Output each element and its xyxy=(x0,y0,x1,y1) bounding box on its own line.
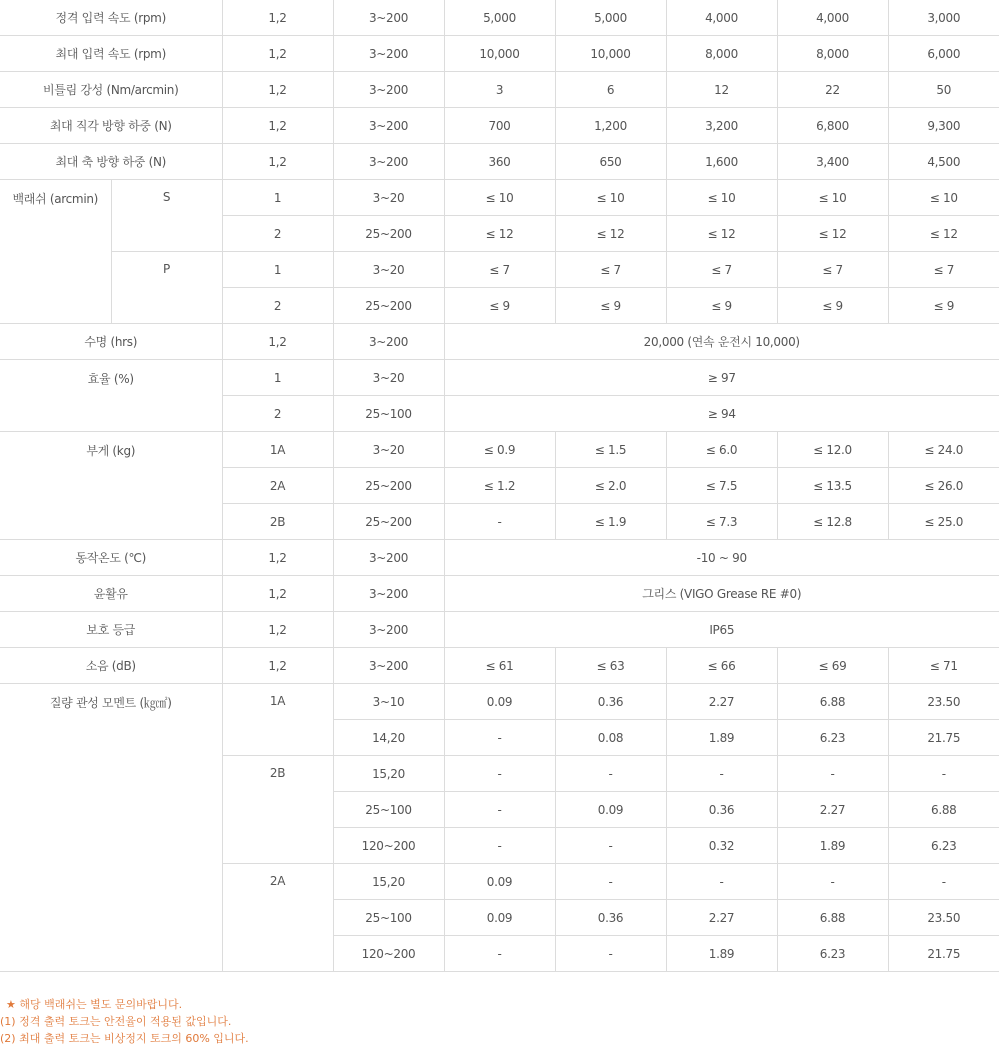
ratio-cell: 25~100 xyxy=(333,396,444,432)
value-cell: - xyxy=(777,864,888,900)
value-cell: 8,000 xyxy=(666,36,777,72)
ratio-cell: 3~200 xyxy=(333,540,444,576)
value-cell: ≤ 69 xyxy=(777,648,888,684)
row-label: 비틀림 강성 (Nm/arcmin) xyxy=(0,72,222,108)
table-row xyxy=(0,324,999,360)
value-cell: 0.36 xyxy=(555,900,666,936)
backlash-type-s: S xyxy=(111,180,222,252)
value-cell: ≤ 10 xyxy=(777,180,888,216)
ratio-cell: 3~200 xyxy=(333,0,444,36)
ratio-cell: 3~200 xyxy=(333,36,444,72)
row-label: 백래쉬 (arcmin) xyxy=(0,180,111,324)
value-cell: ≤ 7 xyxy=(444,252,555,288)
value-cell: 2.27 xyxy=(777,792,888,828)
value-cell: 4,000 xyxy=(777,0,888,36)
value-cell: ≤ 9 xyxy=(555,288,666,324)
value-cell: ≤ 12 xyxy=(666,216,777,252)
value-cell: - xyxy=(888,756,999,792)
value-cell: ≤ 66 xyxy=(666,648,777,684)
row-label: 최대 축 방향 하중 (N) xyxy=(0,144,222,180)
value-cell: ≤ 61 xyxy=(444,648,555,684)
value-cell: 3,000 xyxy=(888,0,999,36)
value-cell: 360 xyxy=(444,144,555,180)
value-cell: ≤ 9 xyxy=(666,288,777,324)
value-cell: ≤ 0.9 xyxy=(444,432,555,468)
value-cell: 3 xyxy=(444,72,555,108)
row-label: 정격 입력 속도 (rpm) xyxy=(0,0,222,36)
value-cell: 5,000 xyxy=(444,0,555,36)
table-row xyxy=(0,144,999,180)
merged-value-cell: 그리스 (VIGO Grease RE #0) xyxy=(444,576,999,612)
table-row xyxy=(0,252,999,288)
value-cell: 1.89 xyxy=(666,720,777,756)
value-cell: ≤ 9 xyxy=(444,288,555,324)
stage-cell: 1,2 xyxy=(222,108,333,144)
value-cell: 9,300 xyxy=(888,108,999,144)
footnote-text: 해당 백래쉬는 별도 문의바랍니다. xyxy=(19,998,183,1011)
value-cell: ≤ 12.8 xyxy=(777,504,888,540)
value-cell: 6.23 xyxy=(888,828,999,864)
value-cell: 0.08 xyxy=(555,720,666,756)
value-cell: ≤ 12 xyxy=(777,216,888,252)
ratio-cell: 25~100 xyxy=(333,900,444,936)
row-label: 보호 등급 xyxy=(0,612,222,648)
value-cell: 0.36 xyxy=(666,792,777,828)
value-cell: ≤ 1.9 xyxy=(555,504,666,540)
stage-cell: 2A xyxy=(222,864,333,972)
value-cell: 0.09 xyxy=(555,792,666,828)
stage-cell: 1,2 xyxy=(222,144,333,180)
merged-value-cell: ≥ 97 xyxy=(444,360,999,396)
value-cell: 50 xyxy=(888,72,999,108)
value-cell: - xyxy=(888,864,999,900)
value-cell: 6,000 xyxy=(888,36,999,72)
value-cell: ≤ 12 xyxy=(555,216,666,252)
row-label: 동작온도 (℃) xyxy=(0,540,222,576)
ratio-cell: 14,20 xyxy=(333,720,444,756)
ratio-cell: 120~200 xyxy=(333,936,444,972)
ratio-cell: 3~10 xyxy=(333,684,444,720)
table-row xyxy=(0,648,999,684)
value-cell: ≤ 10 xyxy=(555,180,666,216)
table-row xyxy=(0,0,999,36)
value-cell: ≤ 26.0 xyxy=(888,468,999,504)
stage-cell: 1,2 xyxy=(222,612,333,648)
value-cell: ≤ 7.3 xyxy=(666,504,777,540)
value-cell: ≤ 1.2 xyxy=(444,468,555,504)
value-cell: - xyxy=(666,864,777,900)
value-cell: - xyxy=(444,720,555,756)
row-label: 윤활유 xyxy=(0,576,222,612)
value-cell: ≤ 9 xyxy=(888,288,999,324)
stage-cell: 2A xyxy=(222,468,333,504)
value-cell: ≤ 1.5 xyxy=(555,432,666,468)
ratio-cell: 3~200 xyxy=(333,612,444,648)
ratio-cell: 3~200 xyxy=(333,648,444,684)
stage-cell: 1,2 xyxy=(222,324,333,360)
value-cell: ≤ 7 xyxy=(888,252,999,288)
value-cell: 23.50 xyxy=(888,900,999,936)
footnotes xyxy=(0,996,999,1047)
value-cell: ≤ 63 xyxy=(555,648,666,684)
ratio-cell: 3~20 xyxy=(333,180,444,216)
table-row xyxy=(0,540,999,576)
ratio-cell: 3~200 xyxy=(333,108,444,144)
ratio-cell: 25~100 xyxy=(333,792,444,828)
value-cell: ≤ 12.0 xyxy=(777,432,888,468)
value-cell: 2.27 xyxy=(666,900,777,936)
value-cell: 23.50 xyxy=(888,684,999,720)
ratio-cell: 3~200 xyxy=(333,144,444,180)
stage-cell: 1A xyxy=(222,684,333,756)
ratio-cell: 3~200 xyxy=(333,72,444,108)
table-row xyxy=(0,36,999,72)
ratio-cell: 15,20 xyxy=(333,756,444,792)
value-cell: - xyxy=(444,792,555,828)
value-cell: 0.09 xyxy=(444,684,555,720)
value-cell: 21.75 xyxy=(888,936,999,972)
value-cell: - xyxy=(666,756,777,792)
stage-cell: 1,2 xyxy=(222,72,333,108)
value-cell: ≤ 9 xyxy=(777,288,888,324)
table-row xyxy=(0,360,999,396)
ratio-cell: 25~200 xyxy=(333,468,444,504)
value-cell: ≤ 7 xyxy=(666,252,777,288)
row-label: 수명 (hrs) xyxy=(0,324,222,360)
value-cell: - xyxy=(444,936,555,972)
stage-cell: 1 xyxy=(222,180,333,216)
value-cell: 6.88 xyxy=(888,792,999,828)
footnote-2: (2) 최대 출력 토크는 비상정지 토크의 60% 입니다. xyxy=(0,1032,249,1045)
ratio-cell: 15,20 xyxy=(333,864,444,900)
value-cell: 6,800 xyxy=(777,108,888,144)
value-cell: 10,000 xyxy=(555,36,666,72)
table-row xyxy=(0,180,999,216)
row-label: 효율 (%) xyxy=(0,360,222,432)
table-row xyxy=(0,432,999,468)
stage-cell: 1,2 xyxy=(222,576,333,612)
value-cell: 6.23 xyxy=(777,720,888,756)
ratio-cell: 3~20 xyxy=(333,252,444,288)
value-cell: 10,000 xyxy=(444,36,555,72)
value-cell: 3,200 xyxy=(666,108,777,144)
table-row xyxy=(0,612,999,648)
value-cell: 700 xyxy=(444,108,555,144)
stage-cell: 2 xyxy=(222,396,333,432)
stage-cell: 1,2 xyxy=(222,648,333,684)
value-cell: 0.32 xyxy=(666,828,777,864)
footnote-1: (1) 정격 출력 토크는 안전율이 적용된 값입니다. xyxy=(0,1015,232,1028)
value-cell: - xyxy=(444,504,555,540)
ratio-cell: 120~200 xyxy=(333,828,444,864)
ratio-cell: 3~20 xyxy=(333,360,444,396)
value-cell: ≤ 10 xyxy=(444,180,555,216)
value-cell: ≤ 12 xyxy=(888,216,999,252)
value-cell: - xyxy=(777,756,888,792)
stage-cell: 2B xyxy=(222,756,333,864)
ratio-cell: 25~200 xyxy=(333,504,444,540)
ratio-cell: 3~200 xyxy=(333,576,444,612)
value-cell: 6.88 xyxy=(777,900,888,936)
value-cell: 1.89 xyxy=(666,936,777,972)
value-cell: 2.27 xyxy=(666,684,777,720)
ratio-cell: 25~200 xyxy=(333,216,444,252)
value-cell: 21.75 xyxy=(888,720,999,756)
value-cell: 4,000 xyxy=(666,0,777,36)
value-cell: - xyxy=(555,828,666,864)
value-cell: - xyxy=(555,756,666,792)
value-cell: 22 xyxy=(777,72,888,108)
row-label: 소음 (dB) xyxy=(0,648,222,684)
row-label: 질량 관성 모멘트 (㎏㎠) xyxy=(0,684,222,972)
stage-cell: 1,2 xyxy=(222,0,333,36)
ratio-cell: 3~200 xyxy=(333,324,444,360)
merged-value-cell: ≥ 94 xyxy=(444,396,999,432)
merged-value-cell: IP65 xyxy=(444,612,999,648)
table-row xyxy=(0,72,999,108)
table-row xyxy=(0,108,999,144)
ratio-cell: 25~200 xyxy=(333,288,444,324)
value-cell: ≤ 25.0 xyxy=(888,504,999,540)
merged-value-cell: -10 ~ 90 xyxy=(444,540,999,576)
stage-cell: 1A xyxy=(222,432,333,468)
value-cell: 0.36 xyxy=(555,684,666,720)
value-cell: 3,400 xyxy=(777,144,888,180)
value-cell: ≤ 7.5 xyxy=(666,468,777,504)
value-cell: 8,000 xyxy=(777,36,888,72)
value-cell: 1,600 xyxy=(666,144,777,180)
value-cell: ≤ 7 xyxy=(555,252,666,288)
value-cell: ≤ 12 xyxy=(444,216,555,252)
stage-cell: 1 xyxy=(222,360,333,396)
value-cell: ≤ 6.0 xyxy=(666,432,777,468)
value-cell: ≤ 71 xyxy=(888,648,999,684)
value-cell: ≤ 10 xyxy=(888,180,999,216)
value-cell: 1.89 xyxy=(777,828,888,864)
value-cell: - xyxy=(444,756,555,792)
value-cell: 5,000 xyxy=(555,0,666,36)
stage-cell: 2B xyxy=(222,504,333,540)
merged-value-cell: 20,000 (연속 운전시 10,000) xyxy=(444,324,999,360)
value-cell: ≤ 2.0 xyxy=(555,468,666,504)
stage-cell: 2 xyxy=(222,288,333,324)
footnote-backlash xyxy=(0,996,999,1013)
value-cell: 0.09 xyxy=(444,864,555,900)
value-cell: ≤ 7 xyxy=(777,252,888,288)
stage-cell: 1 xyxy=(222,252,333,288)
value-cell: 12 xyxy=(666,72,777,108)
backlash-type-p: P xyxy=(111,252,222,324)
value-cell: ≤ 10 xyxy=(666,180,777,216)
row-label: 최대 입력 속도 (rpm) xyxy=(0,36,222,72)
table-row xyxy=(0,684,999,720)
value-cell: 0.09 xyxy=(444,900,555,936)
ratio-cell: 3~20 xyxy=(333,432,444,468)
value-cell: 4,500 xyxy=(888,144,999,180)
value-cell: 1,200 xyxy=(555,108,666,144)
table-row xyxy=(0,576,999,612)
stage-cell: 1,2 xyxy=(222,540,333,576)
value-cell: 6.88 xyxy=(777,684,888,720)
value-cell: ≤ 13.5 xyxy=(777,468,888,504)
value-cell: 6.23 xyxy=(777,936,888,972)
value-cell: 6 xyxy=(555,72,666,108)
stage-cell: 2 xyxy=(222,216,333,252)
value-cell: - xyxy=(444,828,555,864)
row-label: 최대 직각 방향 하중 (N) xyxy=(0,108,222,144)
row-label: 부게 (kg) xyxy=(0,432,222,540)
value-cell: - xyxy=(555,936,666,972)
value-cell: - xyxy=(555,864,666,900)
stage-cell: 1,2 xyxy=(222,36,333,72)
value-cell: 650 xyxy=(555,144,666,180)
value-cell: ≤ 24.0 xyxy=(888,432,999,468)
star-icon: ★ xyxy=(6,998,16,1011)
